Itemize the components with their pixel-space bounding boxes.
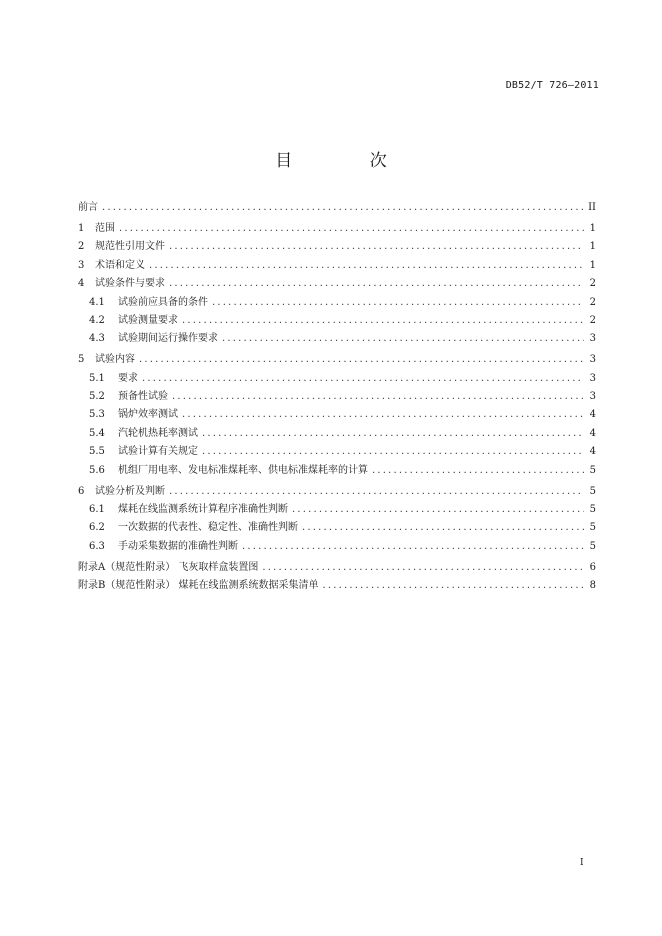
toc-entry-page: II [588, 202, 596, 213]
toc-entry-title: 要求 [118, 372, 138, 384]
toc-entry[interactable] [78, 559, 596, 577]
toc-entry-title: 试验前应具备的条件 [118, 296, 208, 308]
toc-entry-title: 试验期间运行操作要求 [118, 333, 218, 345]
toc-entry-title: 锅炉效率测试 [118, 409, 178, 421]
toc-entry-title: 规范性引用文件 [95, 241, 165, 253]
toc-entry[interactable] [78, 370, 596, 388]
toc-entry-title: 试验计算有关规定 [118, 446, 198, 458]
dot-leader [119, 220, 584, 238]
toc-entry[interactable] [78, 483, 596, 501]
toc-entry-title: 试验条件与要求 [95, 278, 165, 290]
toc-entry-page: 1 [589, 222, 596, 234]
toc-entry[interactable] [78, 294, 596, 312]
dot-leader [262, 559, 584, 577]
toc-entry[interactable] [78, 425, 596, 443]
toc-entry-title: 附录B（规范性附录） 煤耗在线监测系统数据采集清单 [78, 580, 319, 592]
toc-entry-page: 8 [589, 580, 596, 592]
toc-entry-page: 1 [589, 259, 596, 271]
toc-entry[interactable] [78, 312, 596, 330]
dot-leader [182, 406, 584, 424]
toc-entry-title: 范围 [95, 222, 115, 234]
toc-entry[interactable] [78, 220, 596, 238]
toc-entry-title: 试验内容 [95, 354, 135, 366]
toc-entry[interactable] [78, 443, 596, 461]
dot-leader [302, 519, 584, 537]
toc-entry-page: 5 [589, 540, 596, 552]
toc-entry-number: 4.1 [89, 296, 105, 308]
toc-entry-number: 3 [78, 259, 85, 271]
toc-entry-number: 5.3 [89, 409, 105, 421]
toc-entry[interactable] [78, 538, 596, 556]
toc-entry-title: 前言 [78, 202, 98, 213]
toc-entry-page: 3 [589, 391, 596, 403]
toc-entry-page: 4 [589, 427, 596, 439]
toc-entry-number: 6.1 [89, 504, 105, 516]
standard-code: DB52/T 726—2011 [505, 80, 599, 91]
toc-entry-number: 5.2 [89, 391, 105, 403]
toc-entry[interactable] [78, 351, 596, 369]
dot-leader [169, 275, 584, 293]
toc-entry-page: 6 [589, 561, 596, 573]
table-of-contents [78, 199, 596, 596]
dot-leader [149, 257, 584, 275]
toc-entry-page: 2 [589, 296, 596, 308]
toc-entry-number: 4.2 [89, 314, 105, 326]
toc-entry[interactable] [78, 275, 596, 293]
toc-entry-page: 5 [589, 485, 596, 497]
toc-entry-title: 预备性试验 [118, 391, 168, 403]
toc-entry-page: 3 [589, 354, 596, 366]
toc-entry-title: 附录A（规范性附录） 飞灰取样盒装置图 [78, 561, 259, 573]
toc-entry-number: 4.3 [89, 333, 105, 345]
toc-entry-page: 3 [589, 333, 596, 345]
toc-entry-number: 4 [78, 278, 85, 290]
dot-leader [202, 443, 584, 461]
dot-leader [172, 388, 584, 406]
toc-entry[interactable] [78, 238, 596, 256]
toc-entry-title: 一次数据的代表性、稳定性、准确性判断 [118, 522, 298, 534]
toc-entry[interactable] [78, 199, 596, 217]
dot-leader [202, 425, 584, 443]
toc-entry-number: 1 [78, 222, 85, 234]
toc-entry[interactable] [78, 462, 596, 480]
page-number: I [580, 858, 584, 868]
toc-entry-page: 4 [589, 409, 596, 421]
toc-entry-title: 试验测量要求 [118, 314, 178, 326]
toc-entry-number: 6 [78, 485, 85, 497]
toc-entry-title: 煤耗在线监测系统计算程序准确性判断 [118, 504, 288, 516]
page-title: 目 次 [275, 151, 423, 171]
toc-entry-page: 4 [589, 446, 596, 458]
toc-entry-title: 术语和定义 [95, 259, 145, 271]
toc-entry-number: 5.1 [89, 372, 105, 384]
dot-leader [242, 538, 584, 556]
dot-leader [323, 577, 584, 595]
toc-entry[interactable] [78, 257, 596, 275]
toc-entry-page: 5 [589, 504, 596, 516]
toc-entry-page: 5 [589, 464, 596, 476]
dot-leader [372, 462, 584, 480]
dot-leader [292, 501, 584, 519]
toc-entry-page: 1 [589, 241, 596, 253]
toc-entry-number: 5.6 [89, 464, 105, 476]
dot-leader [212, 294, 584, 312]
dot-leader [182, 312, 584, 330]
toc-entry-page: 2 [589, 314, 596, 326]
toc-entry-page: 3 [589, 372, 596, 384]
toc-entry[interactable] [78, 501, 596, 519]
toc-entry-title: 汽轮机热耗率测试 [118, 427, 198, 439]
toc-entry-number: 5.5 [89, 446, 105, 458]
dot-leader [222, 330, 584, 348]
dot-leader [142, 370, 584, 388]
toc-entry-number: 5.4 [89, 427, 105, 439]
dot-leader [139, 351, 584, 369]
toc-entry-number: 6.3 [89, 540, 105, 552]
toc-entry-number: 5 [78, 354, 85, 366]
dot-leader [169, 238, 584, 256]
toc-entry-title: 试验分析及判断 [95, 485, 165, 497]
toc-entry-page: 2 [589, 278, 596, 290]
toc-entry-page: 5 [589, 522, 596, 534]
toc-entry[interactable] [78, 406, 596, 424]
toc-entry-title: 机组厂用电率、发电标准煤耗率、供电标准煤耗率的计算 [118, 464, 368, 476]
toc-entry-number: 2 [78, 241, 85, 253]
dot-leader [102, 199, 584, 217]
toc-entry[interactable] [78, 577, 596, 595]
toc-entry-title: 手动采集数据的准确性判断 [118, 540, 238, 552]
toc-entry-number: 6.2 [89, 522, 105, 534]
toc-entry[interactable] [78, 330, 596, 348]
toc-entry[interactable] [78, 388, 596, 406]
dot-leader [169, 483, 584, 501]
toc-entry[interactable] [78, 519, 596, 537]
